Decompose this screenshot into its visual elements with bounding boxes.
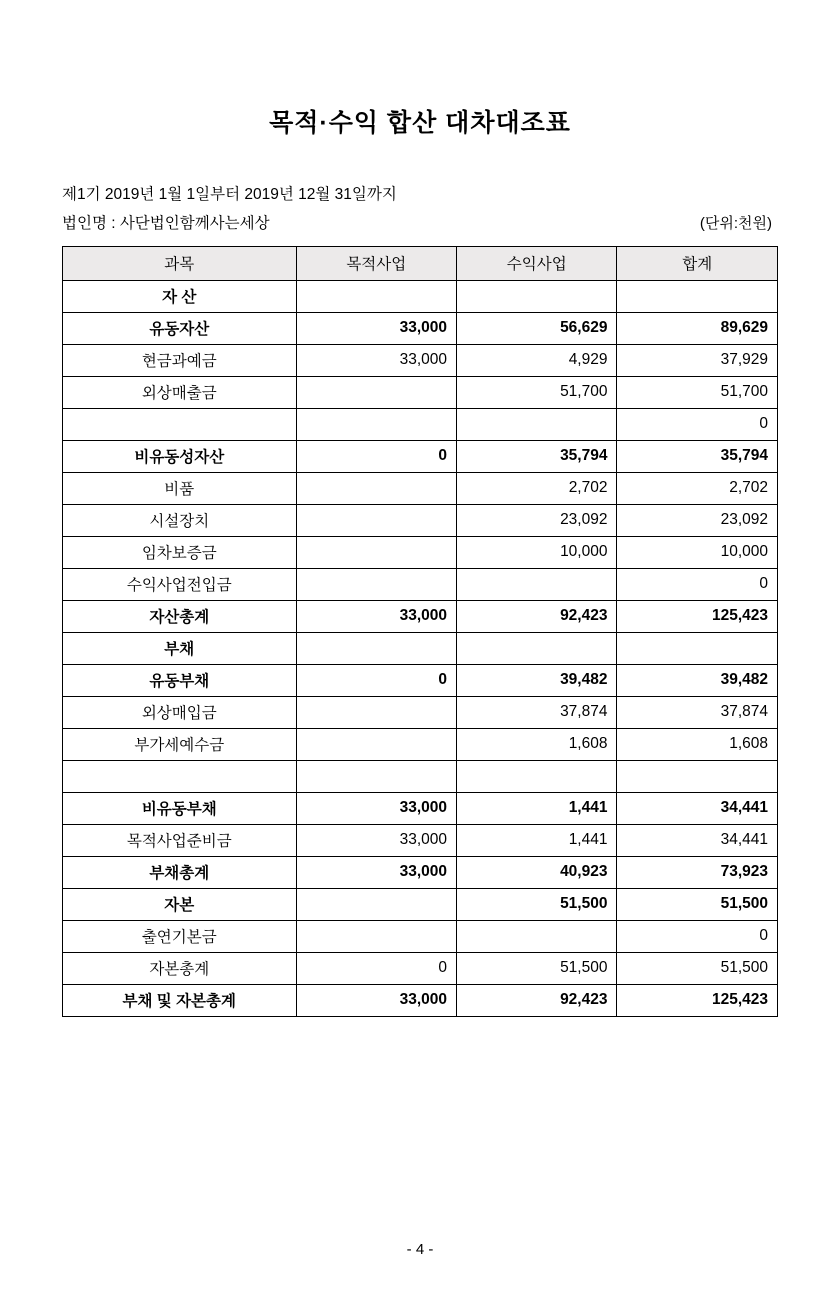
- account-label: 부채총계: [63, 856, 297, 888]
- cell-value: 37,874: [457, 696, 617, 728]
- table-row: [63, 504, 778, 536]
- cell-value: [296, 568, 456, 600]
- cell-value: 1,608: [617, 728, 778, 760]
- table-body: [63, 280, 778, 1016]
- cell-value: [296, 696, 456, 728]
- table-row: [63, 376, 778, 408]
- table-row: [63, 632, 778, 664]
- cell-value: 4,929: [457, 344, 617, 376]
- cell-value: 33,000: [296, 312, 456, 344]
- table-row: [63, 760, 778, 792]
- account-label: 자산총계: [63, 600, 297, 632]
- page-number: - 4 -: [406, 1241, 434, 1258]
- cell-value: 33,000: [296, 984, 456, 1016]
- table-row: [63, 696, 778, 728]
- account-label: 임차보증금: [63, 536, 297, 568]
- account-label: 자 산: [63, 280, 297, 312]
- account-label: [63, 760, 297, 792]
- unit-note: (단위:천원): [699, 215, 772, 233]
- cell-value: 125,423: [617, 600, 778, 632]
- cell-value: [296, 408, 456, 440]
- cell-value: 10,000: [457, 536, 617, 568]
- table-row: [63, 472, 778, 504]
- table-row: [63, 824, 778, 856]
- account-label: 부채: [63, 632, 297, 664]
- account-label: 비유동부채: [63, 792, 297, 824]
- cell-value: 37,874: [617, 696, 778, 728]
- cell-value: [296, 504, 456, 536]
- cell-value: [296, 280, 456, 312]
- cell-value: 1,441: [457, 792, 617, 824]
- column-header-account: 과목: [63, 246, 297, 280]
- cell-value: [296, 728, 456, 760]
- cell-value: [457, 280, 617, 312]
- cell-value: [457, 632, 617, 664]
- cell-value: [296, 632, 456, 664]
- entity-line: 법인명 : 사단법인함께사는세상: [62, 215, 270, 233]
- table-row: [63, 728, 778, 760]
- account-label: 자본총계: [63, 952, 297, 984]
- account-label: 비유동성자산: [63, 440, 297, 472]
- column-header-total: 합계: [617, 246, 778, 280]
- cell-value: 0: [296, 440, 456, 472]
- account-label: 출연기본금: [63, 920, 297, 952]
- cell-value: 51,500: [617, 888, 778, 920]
- cell-value: 56,629: [457, 312, 617, 344]
- table-row: [63, 952, 778, 984]
- document-page: [0, 108, 840, 1296]
- account-label: 수익사업전입금: [63, 568, 297, 600]
- cell-value: 40,923: [457, 856, 617, 888]
- cell-value: [296, 920, 456, 952]
- cell-value: [296, 472, 456, 504]
- cell-value: [296, 760, 456, 792]
- table-row: [63, 440, 778, 472]
- table-row: [63, 344, 778, 376]
- table-row: [63, 856, 778, 888]
- account-label: 목적사업준비금: [63, 824, 297, 856]
- table-row: [63, 792, 778, 824]
- account-label: 현금과예금: [63, 344, 297, 376]
- cell-value: 33,000: [296, 344, 456, 376]
- cell-value: 34,441: [617, 824, 778, 856]
- cell-value: 0: [617, 920, 778, 952]
- cell-value: 92,423: [457, 600, 617, 632]
- account-label: 외상매입금: [63, 696, 297, 728]
- cell-value: 2,702: [457, 472, 617, 504]
- cell-value: [296, 888, 456, 920]
- cell-value: 33,000: [296, 856, 456, 888]
- cell-value: 92,423: [457, 984, 617, 1016]
- table-row: [63, 664, 778, 696]
- account-label: 시설장치: [63, 504, 297, 536]
- table-row: [63, 536, 778, 568]
- account-label: [63, 408, 297, 440]
- cell-value: 0: [617, 568, 778, 600]
- cell-value: [457, 568, 617, 600]
- cell-value: 39,482: [457, 664, 617, 696]
- column-header-purpose-business: 목적사업: [296, 246, 456, 280]
- table-header: [63, 246, 778, 280]
- cell-value: [617, 760, 778, 792]
- cell-value: 39,482: [617, 664, 778, 696]
- cell-value: 34,441: [617, 792, 778, 824]
- cell-value: 51,500: [457, 952, 617, 984]
- column-header-profit-business: 수익사업: [457, 246, 617, 280]
- meta-row-period: [62, 180, 778, 209]
- cell-value: 1,608: [457, 728, 617, 760]
- cell-value: [457, 920, 617, 952]
- cell-value: [457, 760, 617, 792]
- table-row: [63, 984, 778, 1016]
- table-row: [63, 920, 778, 952]
- cell-value: [296, 536, 456, 568]
- cell-value: [617, 280, 778, 312]
- table-row: [63, 888, 778, 920]
- cell-value: 2,702: [617, 472, 778, 504]
- cell-value: 0: [617, 408, 778, 440]
- cell-value: 23,092: [617, 504, 778, 536]
- account-label: 비품: [63, 472, 297, 504]
- document-meta: [62, 180, 778, 239]
- cell-value: 33,000: [296, 792, 456, 824]
- cell-value: [457, 408, 617, 440]
- table-row: [63, 280, 778, 312]
- table-row: [63, 408, 778, 440]
- cell-value: 51,700: [617, 376, 778, 408]
- cell-value: 33,000: [296, 824, 456, 856]
- account-label: 부채 및 자본총계: [63, 984, 297, 1016]
- account-label: 자본: [63, 888, 297, 920]
- account-label: 부가세예수금: [63, 728, 297, 760]
- cell-value: 35,794: [617, 440, 778, 472]
- table-row: [63, 600, 778, 632]
- cell-value: 35,794: [457, 440, 617, 472]
- cell-value: [296, 376, 456, 408]
- cell-value: 89,629: [617, 312, 778, 344]
- cell-value: 0: [296, 664, 456, 696]
- table-header-row: [63, 246, 778, 280]
- table-row: [63, 568, 778, 600]
- table-row: [63, 312, 778, 344]
- cell-value: 1,441: [457, 824, 617, 856]
- cell-value: 10,000: [617, 536, 778, 568]
- cell-value: 51,500: [617, 952, 778, 984]
- page-title: 목적·수익 합산 대차대조표: [269, 109, 571, 137]
- cell-value: 125,423: [617, 984, 778, 1016]
- cell-value: 51,700: [457, 376, 617, 408]
- period-line: 제1기 2019년 1월 1일부터 2019년 12월 31일까지: [62, 186, 397, 203]
- account-label: 유동자산: [63, 312, 297, 344]
- cell-value: 51,500: [457, 888, 617, 920]
- cell-value: 37,929: [617, 344, 778, 376]
- meta-row-entity: [62, 209, 778, 239]
- balance-sheet-table: [62, 246, 778, 1017]
- cell-value: 0: [296, 952, 456, 984]
- cell-value: [617, 632, 778, 664]
- cell-value: 23,092: [457, 504, 617, 536]
- account-label: 외상매출금: [63, 376, 297, 408]
- cell-value: 33,000: [296, 600, 456, 632]
- cell-value: 73,923: [617, 856, 778, 888]
- account-label: 유동부채: [63, 664, 297, 696]
